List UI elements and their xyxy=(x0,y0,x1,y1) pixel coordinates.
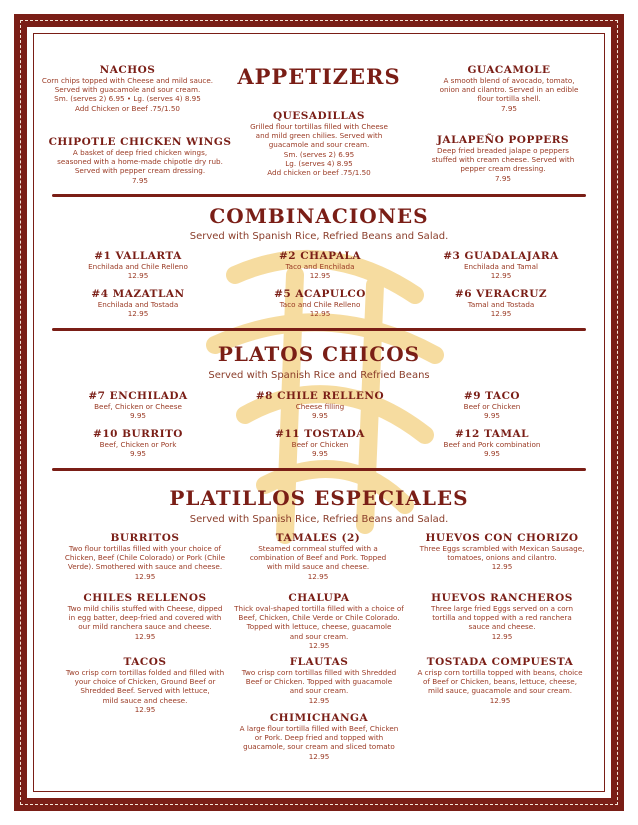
item-price: 12.95 xyxy=(127,309,149,319)
item-price: Sm. (serves 2) 6.95 • Lg. (serves 4) 8.95 xyxy=(54,94,201,104)
item-price: 12.95 xyxy=(308,751,330,761)
item-desc: Three large fried Eggs served on a corn xyxy=(430,604,574,613)
item-desc: Two crisp corn tortillas filled with Shredded xyxy=(241,668,397,677)
chimichanga-item xyxy=(226,712,412,761)
item-price: 9.95 xyxy=(483,411,500,421)
item-title: #12 TAMAL xyxy=(454,428,530,440)
plato-item xyxy=(422,428,562,458)
item-desc: Beef, Chicken or Pork xyxy=(99,440,177,449)
item-desc: A smooth blend of avocado, tomato, xyxy=(443,76,575,85)
menu-page xyxy=(40,58,598,788)
item-desc: Served with guacamole and sour cream. xyxy=(54,85,201,95)
item-desc: Grilled flour tortillas filled with Cheese xyxy=(250,122,388,131)
item-desc: our mild ranchera sauce and cheese. xyxy=(78,622,212,632)
item-title: HUEVOS CON CHORIZO xyxy=(425,532,579,544)
combo-item xyxy=(426,250,576,280)
platos-heading: PLATOS CHICOS xyxy=(217,342,421,366)
item-title: #11 TOSTADA xyxy=(275,428,365,440)
item-desc: mild sauce and cheese. xyxy=(102,695,188,705)
item-desc: Enchilada and Tamal xyxy=(463,262,539,271)
item-title: #9 TACO xyxy=(463,390,521,402)
item-addon: Add Chicken or Beef .75/1.50 xyxy=(75,103,180,113)
item-price: 12.95 xyxy=(308,640,330,650)
item-price: 9.95 xyxy=(129,411,146,421)
item-desc: seasoned with a home-made chipotle dry rub. xyxy=(57,157,223,167)
item-price: 12.95 xyxy=(134,631,156,641)
item-desc: Beef or Chicken. Topped with guacamole xyxy=(245,677,393,687)
item-price: 12.95 xyxy=(307,571,329,581)
item-desc: Corn chips topped with Cheese and mild sauce. xyxy=(41,76,214,85)
item-desc: Taco and Chile Relleno xyxy=(279,300,361,309)
item-title: #2 CHAPALA xyxy=(279,250,361,262)
item-desc: Three Eggs scrambled with Mexican Sausage, xyxy=(419,544,585,553)
item-desc: Topped with lettuce, cheese, guacamole xyxy=(246,622,392,632)
combo-item xyxy=(68,250,208,280)
item-desc: mild sauce, guacamole and sour cream. xyxy=(427,686,573,696)
item-price: 12.95 xyxy=(309,271,331,281)
item-title: TACOS xyxy=(123,656,167,668)
item-desc: flour tortilla shell. xyxy=(477,94,541,104)
item-title: CHALUPA xyxy=(288,592,350,604)
item-desc: Chicken, Beef (Chile Colorado) or Pork (Chile xyxy=(64,553,226,563)
item-price: 7.95 xyxy=(131,175,148,185)
item-price: 12.95 xyxy=(134,704,156,714)
wings-item xyxy=(40,136,240,185)
divider xyxy=(52,468,586,471)
item-title: GUACAMOLE xyxy=(467,64,551,76)
guacamole-item xyxy=(420,64,598,113)
item-desc: guacamole, sour cream and sliced tomato xyxy=(243,742,395,752)
item-desc: Verde). Smothered with sauce and cheese. xyxy=(67,562,223,572)
item-desc: A large flour tortilla filled with Beef, Chicken xyxy=(239,724,399,733)
combo-item xyxy=(250,288,390,318)
item-price: 12.95 xyxy=(490,309,512,319)
divider xyxy=(52,194,586,197)
quesadillas-item xyxy=(240,110,398,177)
item-price: 12.95 xyxy=(309,309,331,319)
item-desc: Two crisp corn tortillas folded and filled with xyxy=(65,668,225,677)
huevos-rancheros-item xyxy=(412,592,592,641)
item-desc: combination of Beef and Pork. Topped xyxy=(249,553,387,563)
item-desc: tortilla and topped with a red ranchera xyxy=(432,613,572,623)
item-desc: Shredded Beef. Served with lettuce, xyxy=(80,686,210,696)
item-desc: and sour cream. xyxy=(289,631,349,641)
combinaciones-subtitle: Served with Spanish Rice, Refried Beans and Salad. xyxy=(189,231,449,242)
item-desc: Beef, Chicken or Cheese xyxy=(94,402,182,411)
item-title: CHILES RELLENOS xyxy=(83,592,207,604)
plato-item xyxy=(432,390,552,420)
item-price: 7.95 xyxy=(500,103,517,113)
item-desc: Cheese filling xyxy=(295,402,345,411)
poppers-item xyxy=(408,134,598,183)
item-desc: and sour cream. xyxy=(289,686,349,696)
item-desc: Served with pepper cream dressing. xyxy=(74,166,206,176)
item-title: TAMALES (2) xyxy=(275,532,361,544)
item-desc: guacamole and sour cream. xyxy=(268,140,370,150)
item-desc: in egg batter, deep-fried and covered with xyxy=(68,613,222,623)
especiales-heading: PLATILLOS ESPECIALES xyxy=(169,486,469,510)
item-desc: stuffed with cream cheese. Served with xyxy=(431,155,575,165)
plato-item xyxy=(236,390,404,420)
burritos-item xyxy=(40,532,250,581)
item-price: 12.95 xyxy=(308,695,330,705)
item-desc: Taco and Enchilada xyxy=(285,262,355,271)
item-price: 9.95 xyxy=(311,449,328,459)
plato-item xyxy=(68,428,208,458)
especiales-subtitle: Served with Spanish Rice, Refried Beans and Salad. xyxy=(189,514,449,525)
item-title: #7 ENCHILADA xyxy=(88,390,188,402)
combinaciones-heading: COMBINACIONES xyxy=(209,204,429,228)
item-desc: sauce and cheese. xyxy=(468,622,536,632)
item-desc: of Beef or Chicken, beans, lettuce, cheese, xyxy=(422,677,578,687)
item-addon: Add chicken or beef .75/1.50 xyxy=(267,168,371,178)
flautas-item xyxy=(230,656,408,705)
item-desc: A basket of deep fried chicken wings, xyxy=(72,148,208,157)
item-desc: onion and cilantro. Served in an edible xyxy=(439,85,579,95)
item-title: #4 MAZATLAN xyxy=(91,288,185,300)
combo-item xyxy=(426,288,576,318)
plato-item xyxy=(246,428,394,458)
item-desc: Beef, Chicken, Chile Verde or Chile Colorado. xyxy=(238,613,400,623)
item-desc: Tamal and Tostada xyxy=(467,300,535,309)
item-title: HUEVOS RANCHEROS xyxy=(431,592,573,604)
item-desc: your choice of Chicken, Ground Beef or xyxy=(74,677,216,687)
tostada-item xyxy=(402,656,598,705)
item-desc: Enchilada and Chile Relleno xyxy=(88,262,188,271)
item-title: TOSTADA COMPUESTA xyxy=(426,656,574,668)
item-price: 9.95 xyxy=(129,449,146,459)
item-desc: Two mild chilis stuffed with Cheese, dipped xyxy=(67,604,223,613)
item-price: 12.95 xyxy=(127,271,149,281)
chiles-item xyxy=(40,592,250,641)
item-desc: tomatoes, onions and cilantro. xyxy=(447,553,557,563)
item-price: Sm. (serves 2) 6.95 xyxy=(283,149,355,159)
item-price: 12.95 xyxy=(489,695,511,705)
item-price: 12.95 xyxy=(491,631,513,641)
item-title: CHIMICHANGA xyxy=(269,712,369,724)
item-price: Lg. (serves 4) 8.95 xyxy=(285,158,353,168)
item-price: 9.95 xyxy=(311,411,328,421)
item-title: #1 VALLARTA xyxy=(94,250,182,262)
appetizers-heading: APPETIZERS xyxy=(237,64,401,89)
item-price: 7.95 xyxy=(494,173,511,183)
item-desc: with mild sauce and cheese. xyxy=(266,562,370,572)
item-title: NACHOS xyxy=(99,64,156,76)
item-price: 12.95 xyxy=(491,562,513,572)
item-price: 9.95 xyxy=(483,449,500,459)
item-title: JALAPEÑO POPPERS xyxy=(436,134,570,146)
item-title: QUESADILLAS xyxy=(272,110,366,122)
item-title: FLAUTAS xyxy=(289,656,349,668)
platos-subtitle: Served with Spanish Rice and Refried Beans xyxy=(208,370,430,381)
item-desc: Two flour tortillas filled with your choice of xyxy=(68,544,222,553)
item-title: #3 GUADALAJARA xyxy=(443,250,559,262)
item-desc: Steamed cornmeal stuffed with a xyxy=(258,544,378,553)
item-desc: A crisp corn tortilla topped with beans, choice xyxy=(417,668,583,677)
tamales-item xyxy=(232,532,404,581)
item-desc: Enchilada and Tostada xyxy=(97,300,179,309)
combo-item xyxy=(68,288,208,318)
item-title: #10 BURRITO xyxy=(93,428,183,440)
combo-item xyxy=(250,250,390,280)
item-desc: Beef or Chicken xyxy=(291,440,349,449)
item-title: CHIPOTLE CHICKEN WINGS xyxy=(48,136,232,148)
plato-item xyxy=(68,390,208,420)
item-price: 12.95 xyxy=(490,271,512,281)
item-title: BURRITOS xyxy=(110,532,180,544)
item-desc: Thick oval-shaped tortilla filled with a choice of xyxy=(234,604,404,613)
item-desc: Deep fried breaded jalape o peppers xyxy=(437,146,569,155)
item-desc: or Pork. Deep fried and topped with xyxy=(254,733,384,743)
item-desc: pepper cream dressing. xyxy=(460,164,546,174)
divider xyxy=(52,328,586,331)
item-desc: Beef or Chicken xyxy=(463,402,521,411)
item-price: 12.95 xyxy=(134,571,156,581)
huevos-chorizo-item xyxy=(406,532,598,572)
item-desc: and mild green chilies. Served with xyxy=(255,131,383,141)
item-desc: Beef and Pork combination xyxy=(443,440,541,449)
item-title: #6 VERACRUZ xyxy=(454,288,548,300)
tacos-item xyxy=(40,656,250,714)
nachos-item xyxy=(40,64,215,113)
chalupa-item xyxy=(226,592,412,650)
item-title: #5 ACAPULCO xyxy=(274,288,366,300)
item-title: #8 CHILE RELLENO xyxy=(255,390,385,402)
